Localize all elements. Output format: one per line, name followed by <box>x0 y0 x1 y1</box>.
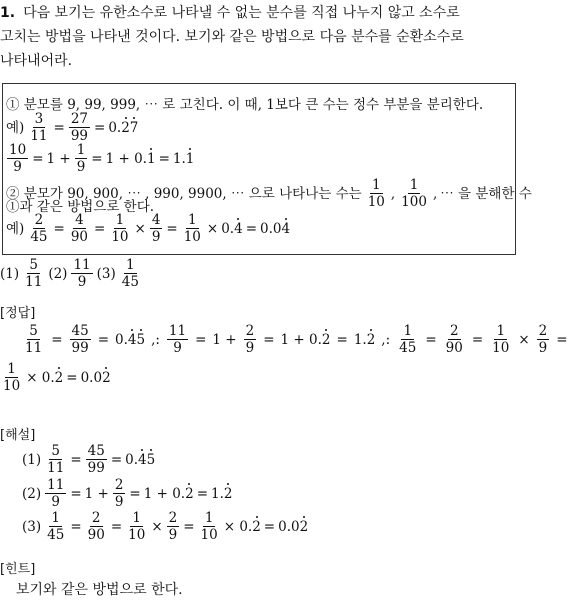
fraction: $\frac{4}{9}$ <box>151 212 161 246</box>
fraction: $\frac{2}{9}$ <box>538 323 548 357</box>
fraction: $\frac{5}{11}$ <box>25 323 43 357</box>
fraction: $\frac{11}{9}$ <box>73 257 91 291</box>
fraction: $\frac{45}{99}$ <box>71 323 89 357</box>
fraction: $\frac{11}{9}$ <box>47 477 65 511</box>
question-number: 1. <box>0 5 16 21</box>
question-line-1: 1. 다음 보기는 유한소수로 나타낼 수 없는 분수를 직접 나누지 않고 소수로 <box>0 5 460 21</box>
fraction: $\frac{10}{9}$ <box>9 142 27 176</box>
fraction: $\frac{1}{10}$ <box>367 177 385 211</box>
fraction: $\frac{2}{45}$ <box>30 212 48 246</box>
fraction: $\frac{1}{9}$ <box>76 142 86 176</box>
fraction: $\frac{2}{9}$ <box>168 510 178 544</box>
fraction: $\frac{1}{10}$ <box>111 212 129 246</box>
fraction: $\frac{5}{11}$ <box>25 257 43 291</box>
fraction: $\frac{27}{99}$ <box>70 111 88 145</box>
fraction: $\frac{1}{100}$ <box>401 177 427 211</box>
question-line-3: 나타내어라. <box>0 53 73 69</box>
fraction: $\frac{1}{10}$ <box>200 510 218 544</box>
answer-line-1: $\frac{5}{11}$ = $\frac{45}{99}$ = 0.45 ,: $\frac{11}{9}$ = 1 + $\frac{2}{9}$ = 1 + 0.2 = 1.2 ,: $\frac{1}{45}$ = $\frac{2}{90}$ = $\frac{1}{10}$ × $\frac{2}{9}$ = <box>25 323 568 357</box>
hint-text: 보기와 같은 방법으로 한다. <box>16 582 183 598</box>
fraction: $\frac{1}{45}$ <box>47 510 65 544</box>
solution-heading: [해설] <box>0 428 36 443</box>
question-line-2: 고치는 방법을 나타낸 것이다. 보기와 같은 방법으로 다음 분수를 순환소수로 <box>0 29 464 45</box>
fraction: $\frac{1}{10}$ <box>492 323 510 357</box>
answer-heading: [정답] <box>0 306 36 321</box>
solution-3: (3) $\frac{1}{45}$ = $\frac{2}{90}$ = $\frac{1}{10}$ × $\frac{2}{9}$ = $\frac{1}{10}$ × 0.2 = 0.02 <box>22 510 309 544</box>
fraction: $\frac{3}{11}$ <box>30 111 48 145</box>
example-3: 예) $\frac{2}{45}$ = $\frac{4}{90}$ = $\frac{1}{10}$ × $\frac{4}{9}$ = $\frac{1}{10}$ × 0.4 = 0.04 <box>6 212 291 246</box>
fraction: $\frac{5}{11}$ <box>47 443 65 477</box>
answer-line-2: $\frac{1}{10}$ × 0.2 = 0.02 <box>3 361 111 395</box>
fraction: $\frac{2}{90}$ <box>445 323 463 357</box>
fraction: $\frac{2}{90}$ <box>87 510 105 544</box>
example-1: 예) $\frac{3}{11}$ = $\frac{27}{99}$ = 0.27 <box>6 111 139 145</box>
solution-1: (1) $\frac{5}{11}$ = $\frac{45}{99}$ = 0.45 <box>22 443 156 477</box>
fraction: $\frac{2}{9}$ <box>245 323 255 357</box>
hint-heading: [힌트] <box>0 562 36 577</box>
rule-2-line-2: ①과 같은 방법으로 한다. <box>6 199 155 215</box>
fraction: $\frac{45}{99}$ <box>87 443 105 477</box>
fraction: $\frac{1}{10}$ <box>183 212 201 246</box>
solution-2: (2) $\frac{11}{9}$ = 1 + $\frac{2}{9}$ = 1 + 0.2 = 1.2 <box>22 477 233 511</box>
fraction: $\frac{1}{10}$ <box>3 361 21 395</box>
fraction: $\frac{1}{45}$ <box>399 323 417 357</box>
fraction: $\frac{11}{9}$ <box>168 323 187 357</box>
example-2: $\frac{10}{9}$ = 1 + $\frac{1}{9}$ = 1 + 0.1 = 1.1 <box>9 142 195 176</box>
problems-line: (1) $\frac{5}{11}$ (2) $\frac{11}{9}$ (3) $\frac{1}{45}$ <box>0 257 139 291</box>
fraction: $\frac{2}{9}$ <box>114 477 124 511</box>
rule-2: ② 분모가 90, 900, ⋯ , 990, 9900, ⋯ 으로 나타나는 수는 $\frac{1}{10}$ , $\frac{1}{100}$ , ⋯ 을 분해한 수 <box>6 177 532 211</box>
fraction: $\frac{1}{45}$ <box>121 257 139 291</box>
fraction: $\frac{4}{90}$ <box>70 212 88 246</box>
fraction: $\frac{1}{10}$ <box>128 510 146 544</box>
rule-1: ① 분모를 9, 99, 999, ⋯ 로 고친다. 이 때, 1보다 큰 수는 정수 부분을 분리한다. <box>6 97 484 113</box>
